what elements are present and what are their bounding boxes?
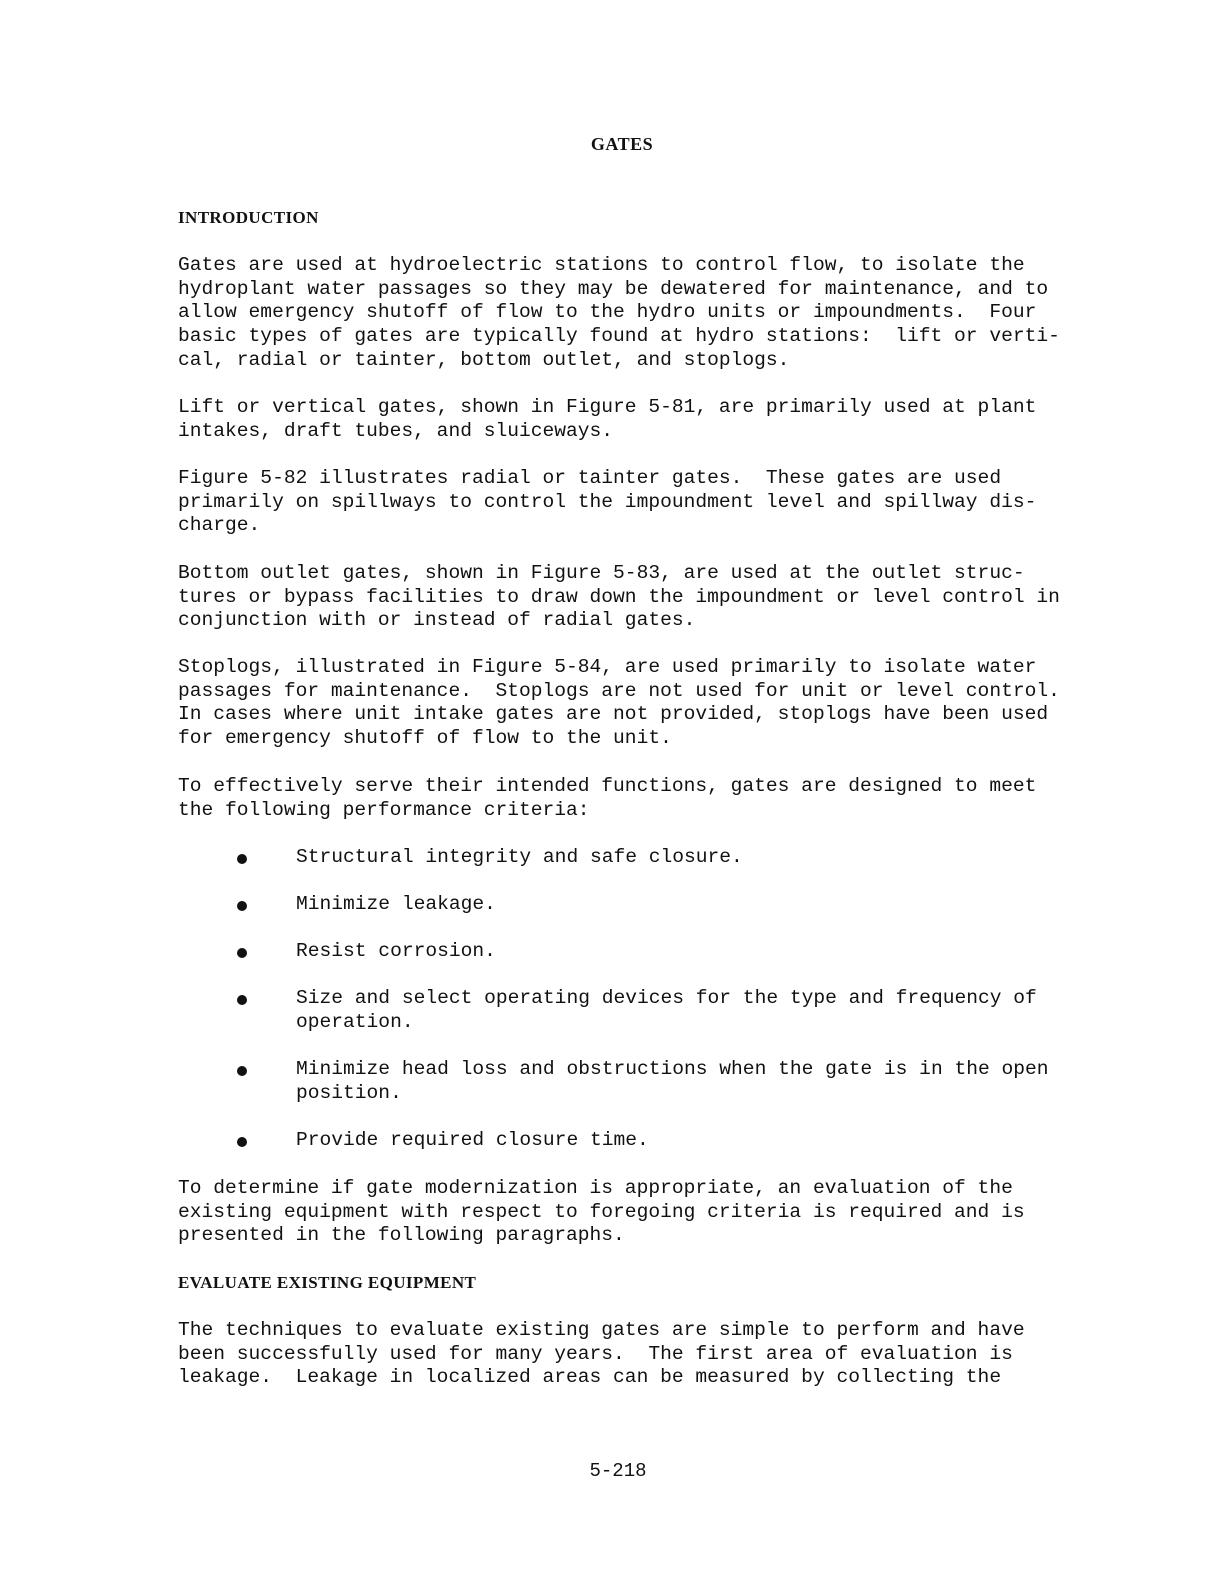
list-item-text: Minimize leakage. <box>296 893 496 915</box>
section-heading-evaluate: EVALUATE EXISTING EQUIPMENT <box>178 1273 477 1292</box>
section-heading-introduction: INTRODUCTION <box>178 208 319 227</box>
page-title: GATES <box>590 134 654 154</box>
paragraph-radial-gates: Figure 5-82 illustrates radial or tainter gates. These gates are used primarily on spillways to control the impoundment level and spillway dis- charge. <box>178 467 1037 537</box>
list-item-text: Provide required closure time. <box>296 1129 649 1151</box>
paragraph-evaluation-techniques: The techniques to evaluate existing gates are simple to perform and have been successfully used for many years. The first area of evaluation is leakage. Leakage in localized areas can be measured by collecting the <box>178 1319 1025 1389</box>
paragraph-performance-criteria-intro: To effectively serve their intended functions, gates are designed to meet the following performance criteria: <box>178 775 1037 821</box>
paragraph-gates-overview: Gates are used at hydroelectric stations to control flow, to isolate the hydroplant water passages so they may be dewatered for maintenance, and to allow emergency shutoff of flow to the hydro units or impoundments. Four basic types of gates are typically found at hydro stations: lift or verti- cal, radial or tainter, bottom outlet, and stoplogs. <box>178 254 1060 371</box>
list-item-text: Resist corrosion. <box>296 940 496 962</box>
bullet-icon <box>237 948 247 958</box>
page-number: 5-218 <box>589 1460 647 1482</box>
bullet-icon <box>237 1066 247 1076</box>
list-item-text: Structural integrity and safe closure. <box>296 846 743 868</box>
bullet-icon <box>237 995 247 1005</box>
list-item-text: Minimize head loss and obstructions when the gate is in the open position. <box>296 1058 1049 1104</box>
list-item-text: Size and select operating devices for the type and frequency of operation. <box>296 987 1037 1033</box>
bullet-icon <box>237 1137 247 1147</box>
paragraph-modernization-evaluation: To determine if gate modernization is appropriate, an evaluation of the existing equipment with respect to foregoing criteria is required and is presented in the following paragraphs. <box>178 1177 1025 1247</box>
bullet-icon <box>237 854 247 864</box>
bullet-icon <box>237 901 247 911</box>
paragraph-bottom-outlet-gates: Bottom outlet gates, shown in Figure 5-83, are used at the outlet struc- tures or bypass facilities to draw down the impoundment or level control in conjunction with or instead of radial gates. <box>178 562 1060 632</box>
paragraph-lift-gates: Lift or vertical gates, shown in Figure 5-81, are primarily used at plant intakes, draft tubes, and sluiceways. <box>178 396 1037 442</box>
paragraph-stoplogs: Stoplogs, illustrated in Figure 5-84, are used primarily to isolate water passages for maintenance. Stoplogs are not used for unit or level control. In cases where unit intake gates are not provided, stoplogs have been used for emergency shutoff of flow to the unit. <box>178 656 1060 750</box>
